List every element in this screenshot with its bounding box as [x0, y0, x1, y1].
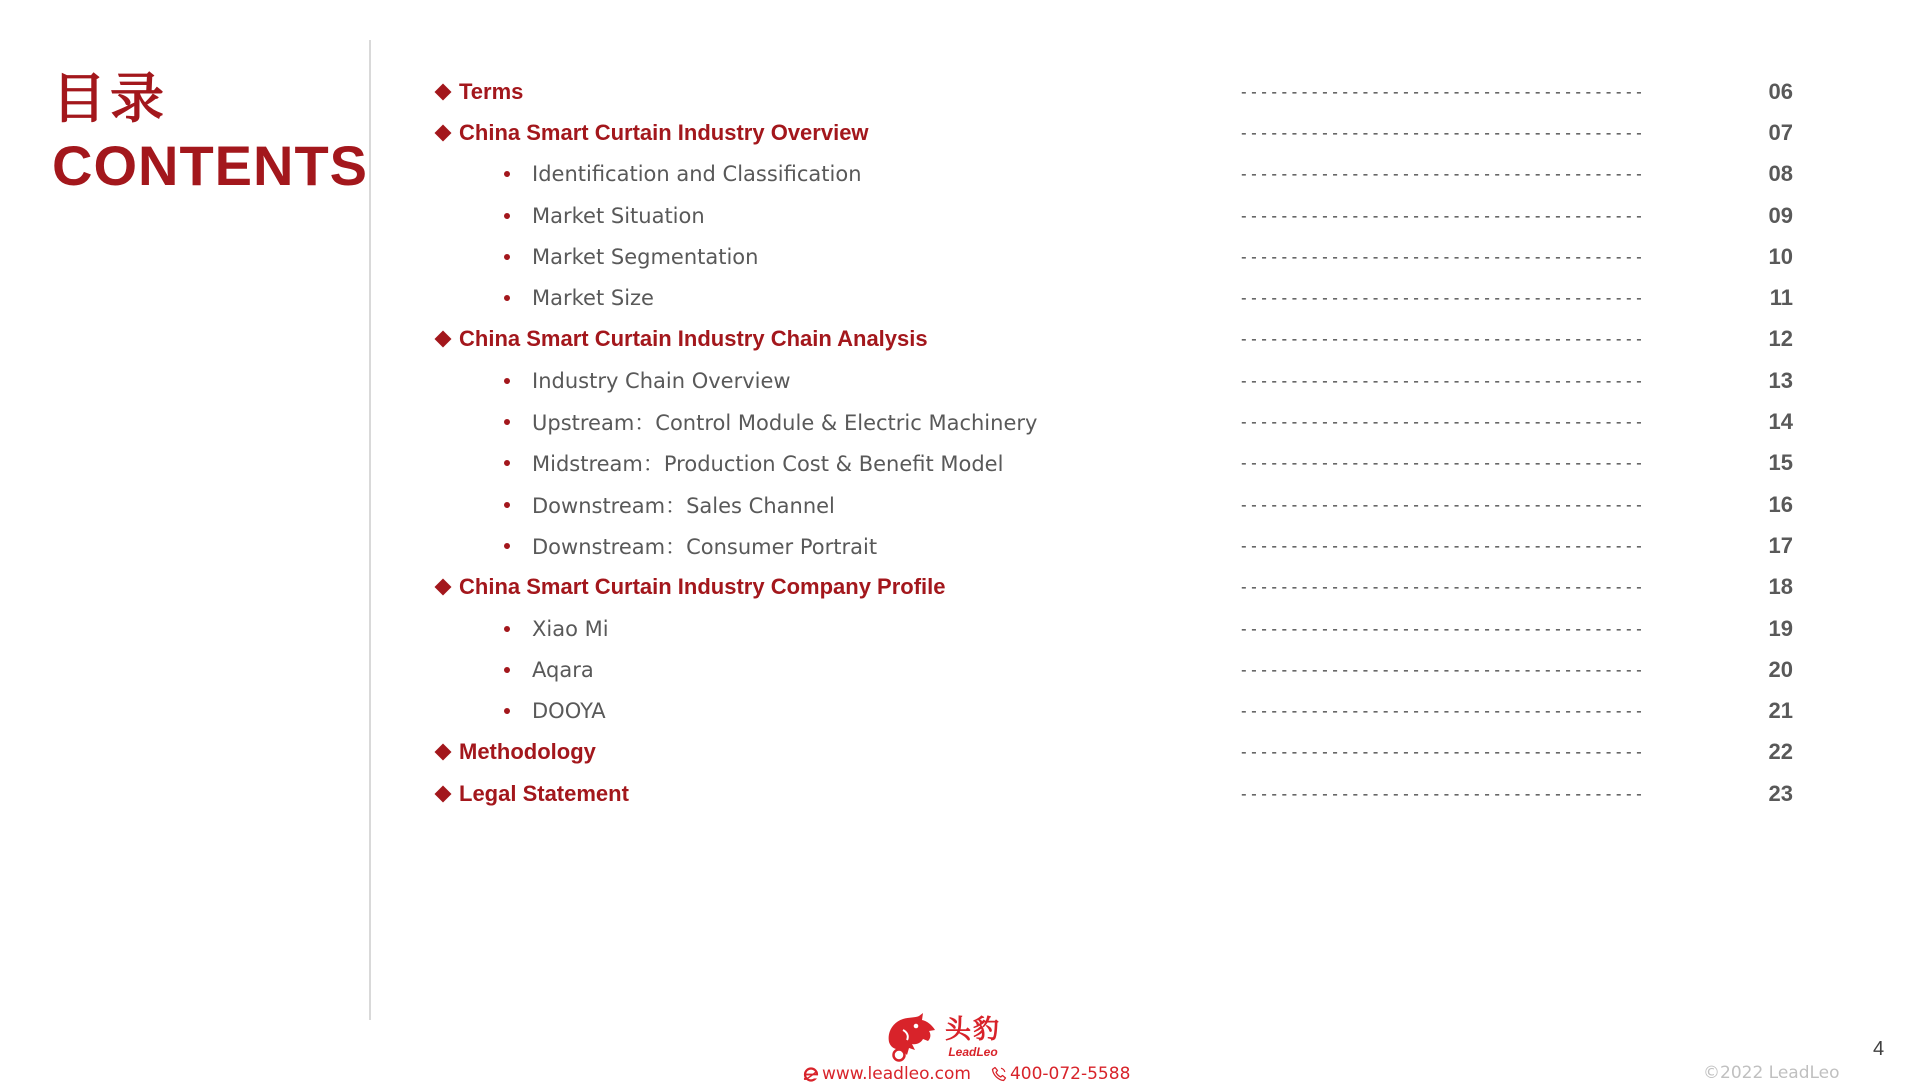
logo-english-text: LeadLeo [948, 1044, 998, 1059]
toc-dotted-leader: ---------------------------------------- [1239, 82, 1645, 102]
toc-subsection-row[interactable] [432, 443, 1872, 484]
toc-page-number: 10 [1768, 243, 1793, 269]
dot-bullet-icon [504, 502, 510, 508]
diamond-bullet-icon [432, 741, 454, 763]
dot-bullet-icon [504, 295, 510, 301]
toc-label: Identification and Classification [532, 162, 862, 187]
toc-page-number: 22 [1768, 739, 1793, 765]
dot-bullet-icon [504, 254, 510, 260]
toc-label: Legal Statement [459, 780, 629, 806]
toc-subsection-row[interactable] [432, 154, 1872, 195]
toc-label: Midstream：Production Cost & Benefit Model [532, 452, 1004, 477]
page-number: 4 [1873, 1038, 1885, 1060]
toc-dotted-leader: ---------------------------------------- [1239, 123, 1645, 143]
dot-bullet-icon [504, 626, 510, 632]
toc-section-row[interactable] [432, 112, 1872, 153]
toc-page-number: 17 [1768, 532, 1793, 558]
dot-bullet-icon [504, 708, 510, 714]
toc-subsection-row[interactable] [432, 525, 1872, 566]
toc-label: Terms [459, 78, 524, 104]
toc-label: China Smart Curtain Industry Overview [459, 119, 869, 145]
toc-label: China Smart Curtain Industry Chain Analysis [459, 326, 928, 352]
website-link[interactable]: www.leadleo.com [822, 1064, 971, 1084]
vertical-divider [369, 40, 371, 1020]
title-english: CONTENTS [52, 134, 368, 197]
toc-page-number: 06 [1768, 78, 1793, 104]
dot-bullet-icon [504, 378, 510, 384]
toc-label: Upstream：Control Module & Electric Machinery [532, 411, 1038, 436]
toc-page-number: 19 [1768, 615, 1793, 641]
title-chinese: 目录 [52, 67, 168, 130]
diamond-bullet-icon [432, 576, 454, 598]
toc-dotted-leader: ---------------------------------------- [1239, 742, 1645, 762]
toc-dotted-leader: ---------------------------------------- [1239, 247, 1645, 267]
toc-dotted-leader: ---------------------------------------- [1239, 619, 1645, 638]
dot-bullet-icon [504, 543, 510, 549]
toc-dotted-leader: ---------------------------------------- [1239, 206, 1645, 226]
toc-page-number: 11 [1769, 285, 1793, 311]
toc-dotted-leader: ---------------------------------------- [1239, 412, 1645, 432]
toc-label: Downstream：Sales Channel [532, 493, 835, 518]
toc-subsection-row[interactable] [432, 649, 1872, 690]
toc-dotted-leader: ---------------------------------------- [1239, 371, 1645, 391]
toc-dotted-leader: ---------------------------------------- [1239, 453, 1645, 473]
toc-section-row[interactable] [432, 71, 1872, 112]
toc-page-number: 16 [1768, 491, 1793, 517]
dot-bullet-icon [504, 667, 510, 673]
toc-subsection-row[interactable] [432, 690, 1872, 731]
toc-page-number: 12 [1768, 326, 1793, 352]
toc-label: Market Segmentation [532, 244, 759, 269]
toc-subsection-row[interactable] [432, 195, 1872, 236]
toc-label: Methodology [459, 739, 596, 765]
logo-chinese-text: 头豹 [945, 1014, 1002, 1045]
diamond-bullet-icon [432, 122, 454, 144]
toc-dotted-leader: ---------------------------------------- [1239, 577, 1645, 597]
toc-subsection-row[interactable] [432, 401, 1872, 442]
diamond-bullet-icon [432, 328, 454, 350]
toc-section-row[interactable] [432, 732, 1872, 773]
toc-dotted-leader: ---------------------------------------- [1239, 329, 1645, 349]
toc-subsection-row[interactable] [432, 608, 1872, 649]
copyright-text: ©2022 LeadLeo [1703, 1063, 1840, 1083]
toc-page-number: 15 [1768, 450, 1793, 476]
toc-section-row[interactable] [432, 773, 1872, 814]
toc-page-number: 14 [1768, 409, 1793, 435]
toc-page-number: 07 [1768, 119, 1793, 145]
toc-subsection-row[interactable] [432, 484, 1872, 525]
toc-section-row[interactable] [432, 319, 1872, 360]
toc-label: Market Situation [532, 203, 705, 228]
toc-section-row[interactable] [432, 567, 1872, 608]
toc-label: China Smart Curtain Industry Company Profile [459, 574, 946, 600]
toc-subsection-row[interactable] [432, 236, 1872, 277]
toc-dotted-leader: ---------------------------------------- [1239, 495, 1645, 515]
table-of-contents [432, 71, 1872, 814]
toc-label: Xiao Mi [532, 616, 609, 641]
toc-page-number: 13 [1768, 367, 1793, 393]
toc-label: DOOYA [532, 699, 606, 724]
toc-page-number: 21 [1768, 698, 1793, 724]
toc-page-number: 08 [1768, 161, 1793, 187]
phone-number: 400-072-5588 [1009, 1064, 1131, 1084]
toc-dotted-leader: ---------------------------------------- [1239, 784, 1645, 804]
dot-bullet-icon [504, 213, 510, 219]
toc-page-number: 18 [1768, 574, 1793, 600]
diamond-bullet-icon [432, 783, 454, 805]
toc-dotted-leader: ---------------------------------------- [1239, 660, 1645, 680]
toc-dotted-leader: ---------------------------------------- [1239, 536, 1645, 556]
leopard-logo-icon [885, 1012, 937, 1062]
toc-label: Downstream：Consumer Portrait [532, 534, 878, 559]
toc-page-number: 09 [1768, 202, 1793, 228]
leadleo-logo [885, 1012, 1001, 1062]
dot-bullet-icon [504, 419, 510, 425]
toc-subsection-row[interactable] [432, 360, 1872, 401]
toc-label: Aqara [532, 657, 594, 682]
toc-page-number: 23 [1768, 780, 1793, 806]
toc-dotted-leader: ---------------------------------------- [1239, 288, 1645, 308]
contact-info [803, 1064, 1130, 1084]
dot-bullet-icon [504, 171, 510, 177]
dot-bullet-icon [504, 460, 510, 466]
toc-page-number: 20 [1768, 656, 1793, 682]
toc-dotted-leader: ---------------------------------------- [1239, 701, 1645, 721]
diamond-bullet-icon [432, 81, 454, 103]
toc-subsection-row[interactable] [432, 277, 1872, 318]
toc-label: Market Size [532, 286, 654, 311]
toc-label: Industry Chain Overview [532, 368, 791, 393]
toc-dotted-leader: ---------------------------------------- [1239, 164, 1645, 184]
